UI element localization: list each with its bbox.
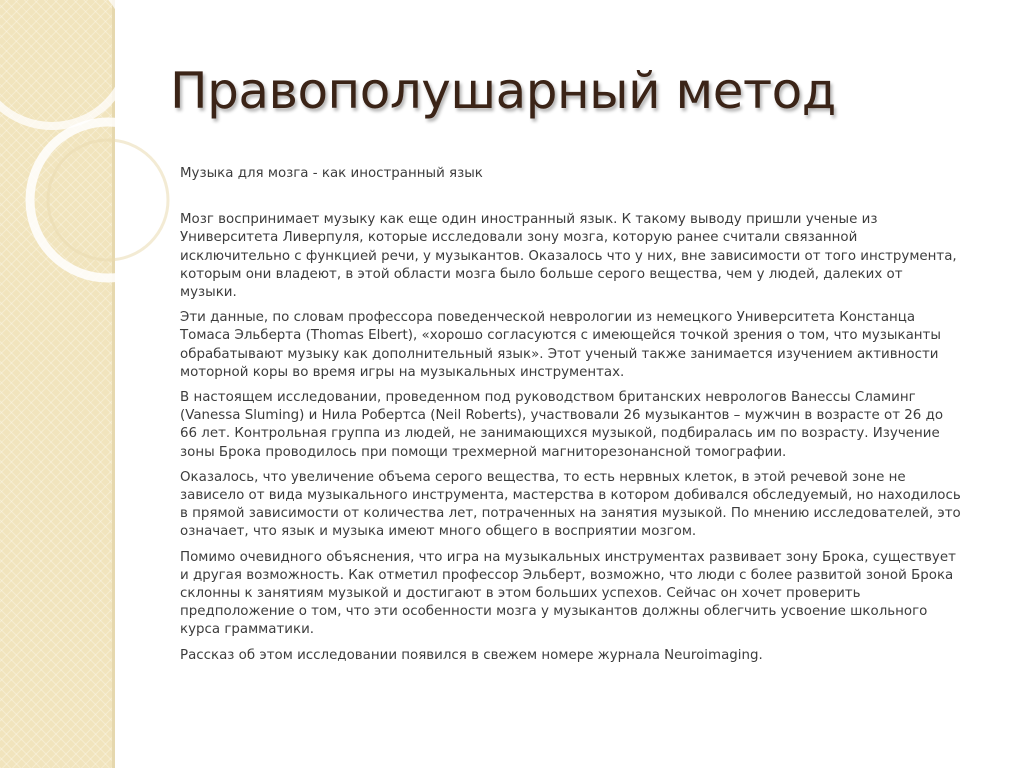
side-panel-edge: [112, 0, 115, 768]
body-paragraph: В настоящем исследовании, проведенном под руководством британских неврологов Ванессы Сламинг (Vanessa Sluming) и Нила Робертса (Neil Roberts), участвовали 26 музыкантов – мужчин в возрасте от 26 до 66 лет. Контрольная группа из людей, не занимающихся музыкой, подбиралась им по возрасту. Изучение зоны Брока проводилось при помощи трехмерной магниторезонансной томографии.: [180, 390, 944, 460]
slide-body: [180, 165, 962, 672]
decorative-side-panel: [0, 0, 112, 768]
body-paragraph: Рассказ об этом исследовании появился в свежем номере журнала Neuroimaging.: [180, 647, 763, 663]
body-paragraph: Мозг воспринимает музыку как еще один иностранный язык. К такому выводу пришли ученые из Университета Ливерпуля, которые исследовали зону мозга, которую ранее считали связанной исключительно с функцией речи, у музыкантов. Оказалось что у них, вне зависимости от того инструмента, которым они владеют, в этой области мозга было больше серого вещества, чем у людей, далеких от музыки.: [180, 212, 957, 301]
body-paragraph: Оказалось, что увеличение объема серого вещества, то есть нервных клеток, в этой речевой зоне не зависело от вида музыкального инструмента, мастерства в котором добивался обследуемый, но находилось в прямой зависимости от количества лет, потраченных на занятия музыкой. По мнению исследователей, это означает, что язык и музыка имеют много общего в восприятии мозгом.: [180, 469, 961, 540]
body-paragraph: Помимо очевидного объяснения, что игра на музыкальных инструментах развивает зону Брока, существует и другая возможность. Как отметил профессор Эльберт, возможно, что люди с более развитой зоной Брока склонны к занятиям музыкой и достигают в этом больших успехов. Сейчас он хочет проверить предположение о том, что эти особенности мозга у музыкантов должны облегчить усвоение школьного курса грамматики.: [180, 549, 956, 638]
body-paragraph: Эти данные, по словам профессора поведенческой неврологии из немецкого Университета Констанца Томаса Эльберта (Thomas Elbert), «хорошо согласуются с имеющейся точкой зрения о том, что музыканты обрабатывают музыку как дополнительный язык». Этот ученый также занимается изучением активности моторной коры во время игры на музыкальных инструментах.: [180, 310, 941, 380]
slide-subtitle: Музыка для мозга - как иностранный язык: [180, 166, 483, 181]
slide-title: Правополушарный метод: [170, 62, 836, 120]
